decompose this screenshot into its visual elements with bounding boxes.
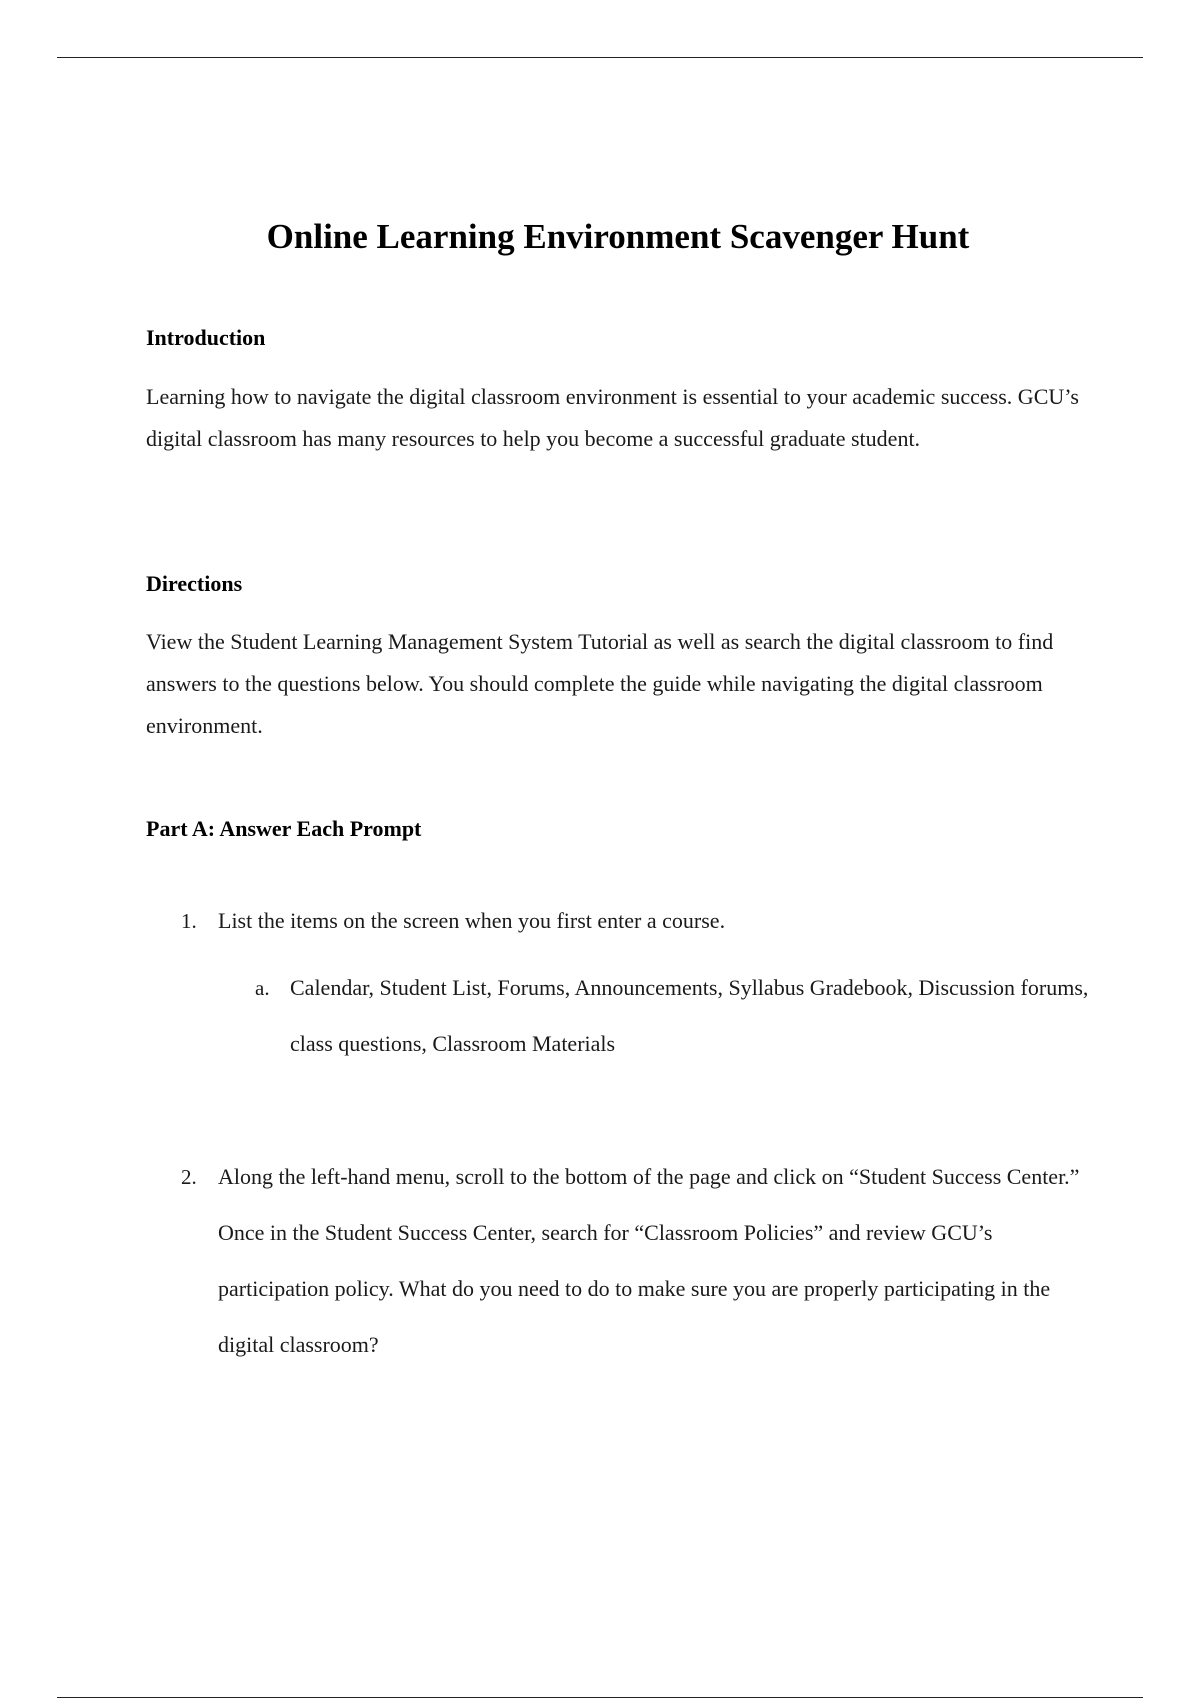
list-item-1-answer <box>255 960 1120 1072</box>
introduction-paragraph: Learning how to navigate the digital classroom environment is essential to your academic success. GCU’s digital classroom has many resources to help you become a successful graduate student. <box>146 384 1079 451</box>
list-item-2-text: Along the left-hand menu, scroll to the bottom of the page and click on “Student Success Center.” Once in the Student Success Center, search for “Classroom Policies” and review GCU’s participation policy. What do you need to do to make sure you are properly participating in the digital classroom? <box>218 1164 1080 1357</box>
list-item-2-marker: 2. <box>181 1165 197 1189</box>
list-item-1-answer-marker: a. <box>255 976 270 1000</box>
list-item-1-answer-text: Calendar, Student List, Forums, Announcements, Syllabus Gradebook, Discussion forums, class questions, Classroom Materials <box>290 975 1089 1056</box>
document-title: Online Learning Environment Scavenger Hunt <box>266 217 970 256</box>
list-item-2 <box>181 1149 1098 1373</box>
directions-heading: Directions <box>146 571 243 596</box>
part-a-heading: Part A: Answer Each Prompt <box>146 816 422 841</box>
directions-paragraph: View the Student Learning Management System Tutorial as well as search the digital classroom to find answers to the questions below. You should complete the guide while navigating the digital classroom environment. <box>146 629 1054 738</box>
introduction-heading: Introduction <box>146 325 266 350</box>
bottom-rule <box>57 1697 1143 1698</box>
top-rule <box>57 57 1143 58</box>
list-item-1-marker: 1. <box>181 909 197 933</box>
list-item-1-text: List the items on the screen when you first enter a course. <box>218 908 726 933</box>
list-item-1 <box>181 905 1118 937</box>
